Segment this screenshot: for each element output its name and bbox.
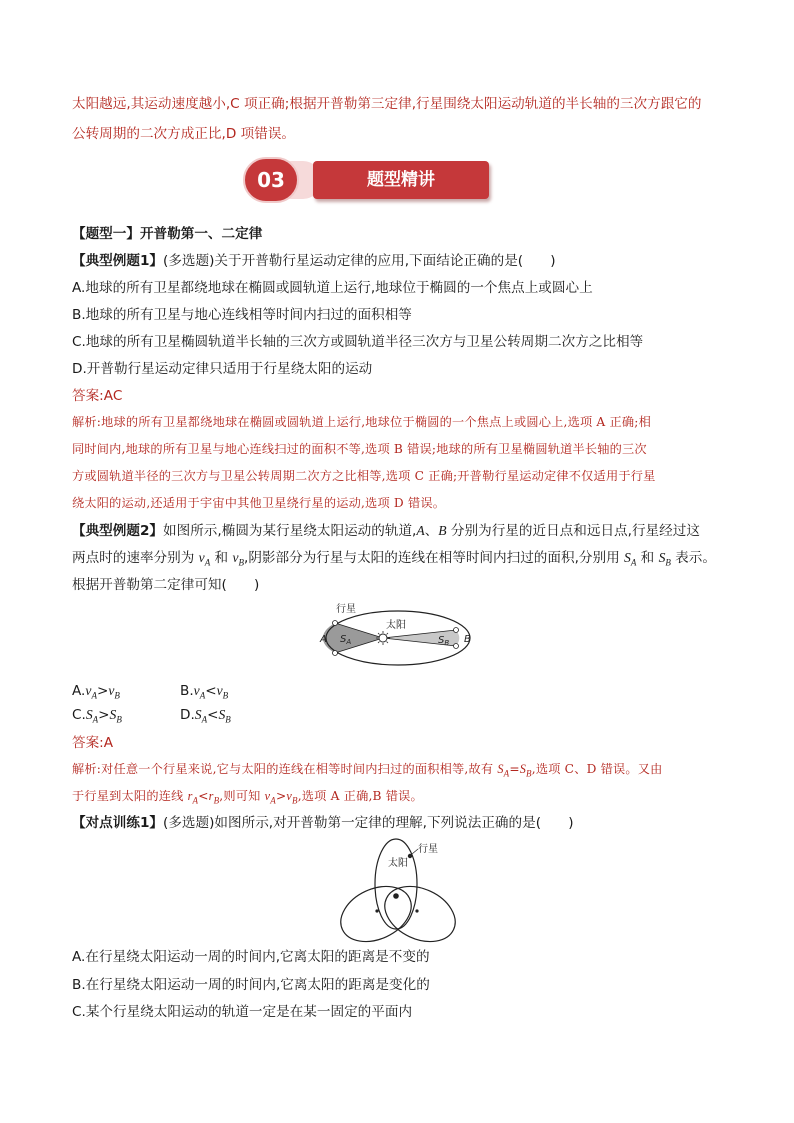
orbit-vertical (375, 839, 417, 929)
example-1-explanation-4: 绕太阳的运动,还适用于宇宙中其他卫星绕行星的运动,选项 D 错误。 (72, 496, 446, 510)
example-1-option-b: B.地球的所有卫星与地心连线相等时间内扫过的面积相等 (72, 307, 412, 323)
drill-1-question (72, 814, 754, 832)
fig2-label-planet: 行星 (418, 844, 438, 855)
drill-1-option-b: B.在行星绕太阳运动一周的时间内,它离太阳的距离是变化的 (72, 977, 430, 993)
example-2-option-c: $C.S_A>S_B$ (72, 707, 122, 725)
section-banner (243, 157, 493, 203)
intro-line-2: 公转周期的二次方成正比,D 项错误。 (72, 126, 296, 142)
label-sb-sub: B (444, 639, 450, 647)
section-title: 【题型一】开普勒第一、二定律 (72, 226, 263, 242)
planet-dot-b (454, 644, 459, 649)
example-1-option-c: C.地球的所有卫星椭圆轨道半长轴的三次方或圆轨道半径三次方与卫星公转周期二次方之比相等 (72, 334, 644, 350)
drill-1-label: 【对点训练1】 (72, 815, 164, 831)
label-sun: 太阳 (386, 620, 406, 631)
planet-dot-a (333, 621, 338, 626)
label-a: A (320, 634, 327, 645)
example-2-question-line-2: 两点时的速率分别为 $v_A$ 和 $v_B$,阴影部分为行星与太阳的连线在相等时间内扫过的面积,分别用 $S_A$ 和 $S_B$ 表示。 (72, 550, 716, 568)
example-1-text: (多选题)关于开普勒行星运动定律的应用,下面结论正确的是( ) (163, 253, 556, 269)
example-2-explanation-2: 于行星到太阳的连线 $r_A<r_B$,则可知 $v_A>v_B$,选项 A 正确,B 错误。 (72, 789, 423, 806)
orbit-figure-1 (318, 600, 478, 670)
example-2-option-b: $B.v_A<v_B$ (180, 683, 229, 701)
example-2-text-2: 两点时的速率分别为 (72, 550, 195, 566)
drill-1-text: (多选题)如图所示,对开普勒第一定律的理解,下列说法正确的是( ) (163, 815, 574, 831)
label-planet: 行星 (336, 604, 356, 615)
label-sb: S (438, 635, 445, 646)
fig2-label-sun: 太阳 (388, 858, 408, 869)
example-2-option-d: $D.S_A<S_B$ (180, 707, 231, 725)
example-2-label: 【典型例题2】 (72, 523, 164, 539)
example-2-explanation-1: 解析:对任意一个行星来说,它与太阳的连线在相等时间内扫过的面积相等,故有 $S_A=S_B$,选项 C、D 错误。又由 (72, 762, 663, 779)
banner-number-badge: 03 (243, 157, 299, 203)
label-sa-sub: A (346, 638, 352, 646)
planet-dot (408, 854, 412, 858)
example-1-answer: 答案:AC (72, 388, 123, 404)
drill-1-option-c: C.某个行星绕太阳运动的轨道一定是在某一固定的平面内 (72, 1004, 413, 1020)
orbit-figure-2 (338, 836, 458, 946)
example-1-explanation-3: 方或圆轨道半径的三次方与卫星公转周期二次方之比相等,选项 C 正确;开普勒行星运动定律不仅适用于行星 (72, 469, 656, 483)
example-1-explanation-1: 解析:地球的所有卫星都绕地球在椭圆或圆轨道上运行,地球位于椭圆的一个焦点上或圆心上,选项 A 正确;相 (72, 415, 651, 429)
drill-1-option-a: A.在行星绕太阳运动一周的时间内,它离太阳的距离是不变的 (72, 949, 430, 965)
sun-dot (393, 893, 399, 899)
example-2-answer: 答案:A (72, 735, 114, 751)
example-2-option-a: $A.v_A>v_B$ (72, 683, 120, 701)
label-sa: S (340, 634, 347, 645)
banner-title: 题型精讲 (313, 161, 489, 199)
intro-line-1: 太阳越远,其运动速度越小,C 项正确;根据开普勒第三定律,行星围绕太阳运动轨道的半长轴的三次方跟它的 (72, 96, 702, 112)
example-1-question (72, 252, 754, 270)
label-b: B (464, 634, 471, 645)
example-1-label: 【典型例题1】 (72, 253, 164, 269)
example-1-option-d: D.开普勒行星运动定律只适用于行星绕太阳的运动 (72, 361, 373, 377)
example-1-option-a: A.地球的所有卫星都绕地球在椭圆或圆轨道上运行,地球位于椭圆的一个焦点上或圆心上 (72, 280, 593, 296)
example-1-explanation-2: 同时间内,地球的所有卫星与地心连线扫过的面积不等,选项 B 错误;地球的所有卫星椭圆轨道半长轴的三次 (72, 442, 647, 456)
example-2-question-line-3: 根据开普勒第二定律可知( ) (72, 577, 260, 593)
example-2-text-1: 如图所示,椭圆为某行星绕太阳运动的轨道, (163, 523, 417, 539)
example-2-question-line-1: 【典型例题2】如图所示,椭圆为某行星绕太阳运动的轨道,A、B 分别为行星的近日点和远日点,行星经过这 (72, 523, 700, 539)
